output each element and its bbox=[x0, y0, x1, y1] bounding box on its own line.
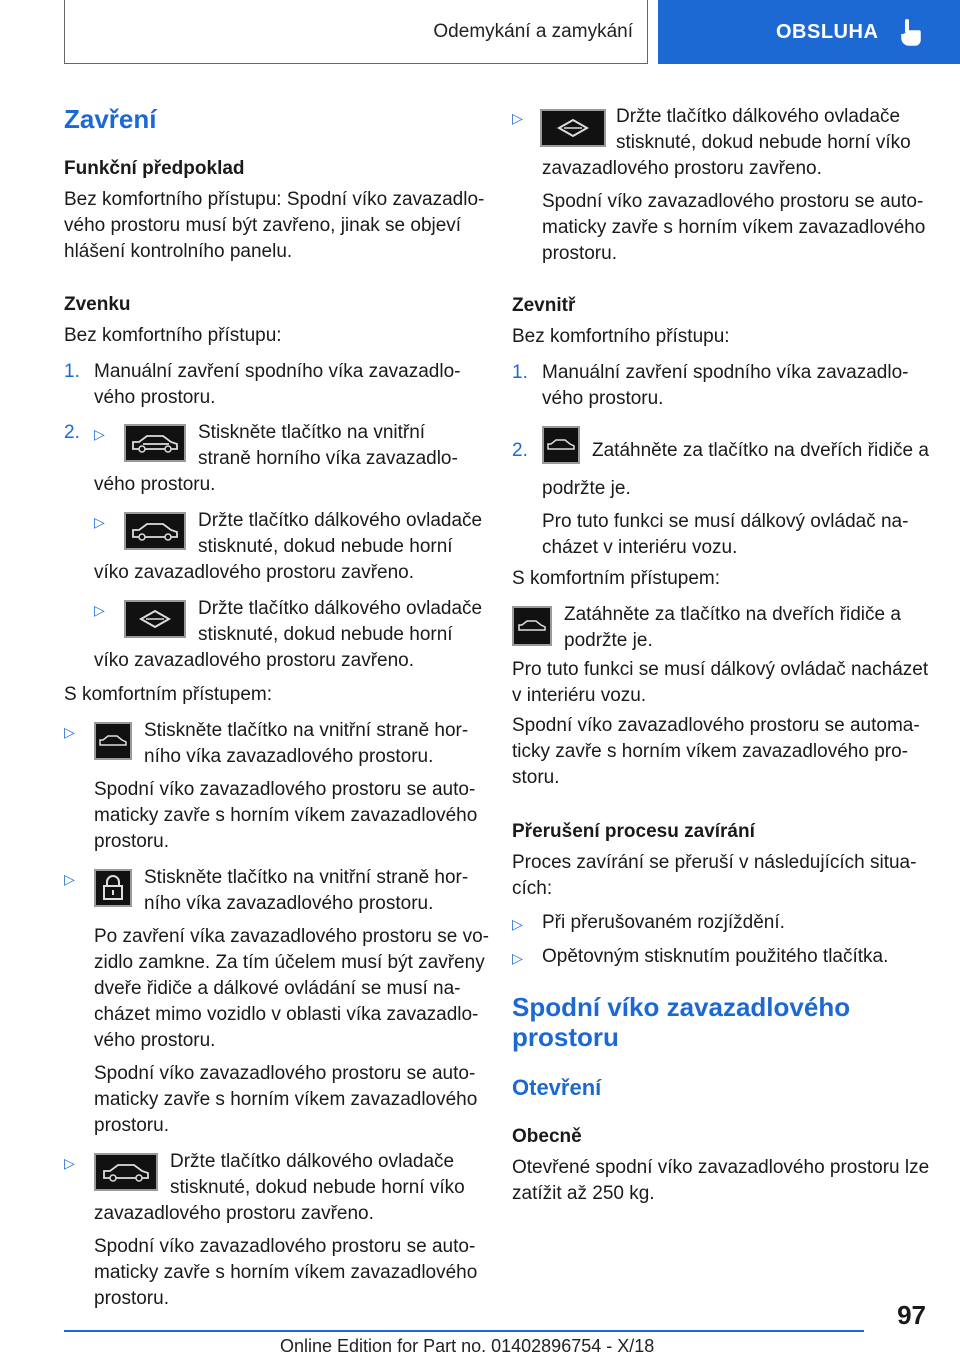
text-line: storu. bbox=[512, 767, 560, 788]
section-title-lower-lid bbox=[512, 992, 930, 1052]
list-item bbox=[512, 944, 930, 970]
outside-intro: Bez komfortního přístupu: bbox=[64, 325, 282, 346]
right-bullet-remote-lower bbox=[512, 104, 930, 156]
footer-edition: Online Edition for Part no. 01402896754 - X/18 bbox=[280, 1336, 655, 1356]
list-item-text: Opětovným stisknutím použitého tlačítka. bbox=[542, 946, 889, 967]
door-switch-icon bbox=[542, 426, 580, 464]
inside-comfort-note bbox=[512, 657, 930, 709]
text-line: cházet v interiéru vozu. bbox=[542, 537, 738, 558]
text-line: prostoru. bbox=[94, 831, 169, 852]
step-number: 1. bbox=[64, 361, 80, 382]
text-line: prostoru. bbox=[94, 1115, 169, 1136]
step-number: 2. bbox=[64, 422, 80, 443]
inside-comfort-note bbox=[512, 713, 930, 791]
text-line: prostoru. bbox=[94, 1288, 169, 1309]
bullet-icon: ▷ bbox=[94, 514, 105, 530]
text-line: maticky zavře s horním víkem zavazadlového bbox=[542, 217, 926, 238]
section-title-closing: Zavření bbox=[64, 104, 157, 134]
heading-interrupt: Přerušení procesu zavírání bbox=[512, 821, 755, 842]
bullet-icon: ▷ bbox=[512, 950, 523, 966]
list-item bbox=[512, 910, 930, 936]
text-line: zavazadlového prostoru zavřeno. bbox=[542, 158, 822, 179]
text-line: cích: bbox=[512, 878, 553, 899]
bullet-icon: ▷ bbox=[512, 916, 523, 932]
text-line: Spodní víko zavazadlového prostoru se auto- bbox=[542, 191, 924, 212]
remote-lower-lid-icon bbox=[540, 109, 606, 147]
text-line: Bez komfortního přístupu: Spodní víko zavazadlo- bbox=[64, 189, 485, 210]
header-chapter-tab bbox=[658, 0, 960, 64]
comfort-bullet-remote bbox=[64, 1149, 482, 1201]
step-number: 1. bbox=[512, 362, 528, 383]
bullet-icon: ▷ bbox=[64, 871, 75, 887]
title-line: prostoru bbox=[512, 1022, 619, 1052]
text-line: vého prostoru. bbox=[542, 388, 664, 409]
text-line: Spodní víko zavazadlového prostoru se automa- bbox=[512, 715, 920, 736]
text-line: Držte tlačítko dálkového ovladače bbox=[198, 510, 483, 531]
door-switch-line bbox=[542, 426, 930, 476]
general-text bbox=[512, 1155, 930, 1207]
subsection-title-opening: Otevření bbox=[512, 1075, 602, 1100]
header-section-label: Odemykání a zamykání bbox=[433, 20, 633, 42]
header-chapter-label: OBSLUHA bbox=[776, 20, 879, 43]
text-line: zatížit až 250 kg. bbox=[512, 1183, 655, 1204]
right-note bbox=[512, 189, 930, 267]
remote-trunk-icon bbox=[124, 512, 186, 550]
text-line: stisknuté, dokud nebude horní víko bbox=[616, 132, 911, 153]
comfort-intro: S komfortním přístupem: bbox=[64, 684, 273, 705]
text-line: Proces zavírání se přeruší v následujících situa- bbox=[512, 852, 917, 873]
text-line: Stiskněte tlačítko na vnitřní straně hor- bbox=[144, 720, 469, 741]
inside-step-1 bbox=[512, 360, 930, 412]
step-2 bbox=[64, 420, 482, 674]
step2-bullet-tailgate bbox=[94, 420, 482, 472]
text-line: Držte tlačítko dálkového ovladače bbox=[170, 1151, 455, 1172]
text-line: podržte je. bbox=[564, 630, 653, 651]
tailgate-icon bbox=[94, 722, 132, 760]
comfort-bullet-lock bbox=[64, 865, 482, 917]
bullet-icon: ▷ bbox=[94, 426, 105, 442]
bullet-icon: ▷ bbox=[512, 110, 523, 126]
header-section-title bbox=[64, 0, 648, 64]
hand-pointer-icon bbox=[900, 18, 922, 46]
text-line: stisknuté, dokud nebude horní víko bbox=[170, 1177, 465, 1198]
text-line: vého prostoru. bbox=[94, 474, 216, 495]
bullet-icon: ▷ bbox=[64, 1155, 75, 1171]
text-line: víko zavazadlového prostoru zavřeno. bbox=[94, 650, 415, 671]
text-line: straně horního víka zavazadlo- bbox=[198, 448, 458, 469]
remote-lower-lid-icon bbox=[124, 600, 186, 638]
heading-outside: Zvenku bbox=[64, 294, 131, 315]
text-line: podržte je. bbox=[542, 478, 631, 499]
text-line: Zatáhněte za tlačítko na dveřích řidiče a bbox=[592, 440, 929, 461]
list-item-text: Při přerušovaném rozjíždění. bbox=[542, 912, 785, 933]
inside-step-2 bbox=[512, 426, 930, 561]
left-column bbox=[64, 96, 489, 1312]
text-line: Zatáhněte za tlačítko na dveřích řidiče a bbox=[564, 604, 901, 625]
text-line: vého prostoru musí být zavřeno, jinak se objeví bbox=[64, 215, 462, 236]
step-1 bbox=[64, 359, 482, 411]
text-line: maticky zavře s horním víkem zavazadlového bbox=[94, 805, 478, 826]
remote-trunk-icon bbox=[94, 1153, 158, 1191]
text-line: Spodní víko zavazadlového prostoru se auto- bbox=[94, 779, 476, 800]
text-line: ního víka zavazadlového prostoru. bbox=[144, 893, 434, 914]
comfort-bullet-tailgate bbox=[64, 718, 482, 770]
tailgate-icon bbox=[124, 424, 186, 462]
comfort-note bbox=[64, 924, 489, 1054]
footer-divider bbox=[64, 1330, 864, 1332]
text-line: zidlo zamkne. Za tím účelem musí být zavřeny bbox=[94, 952, 485, 973]
step-number: 2. bbox=[512, 440, 528, 461]
text-line: Držte tlačítko dálkového ovladače bbox=[198, 598, 483, 619]
text-line: Pro tuto funkci se musí dálkový ovládač nacházet bbox=[512, 659, 929, 680]
comfort-note bbox=[64, 777, 482, 855]
inside-comfort-intro: S komfortním přístupem: bbox=[512, 568, 721, 589]
text-line: Stiskněte tlačítko na vnitřní bbox=[198, 422, 426, 443]
page-number: 97 bbox=[897, 1300, 926, 1330]
text-line: Otevřené spodní víko zavazadlového prostoru lze bbox=[512, 1157, 930, 1178]
text-line: Spodní víko zavazadlového prostoru se auto- bbox=[94, 1236, 476, 1257]
bullet-icon: ▷ bbox=[64, 724, 75, 740]
lock-icon bbox=[94, 869, 132, 907]
text-line: ticky zavře s horním víkem zavazadlového pro- bbox=[512, 741, 908, 762]
text-line: prostoru. bbox=[542, 243, 617, 264]
door-switch-icon bbox=[512, 606, 552, 646]
comfort-note bbox=[64, 1061, 482, 1139]
text-line: hlášení kontrolního panelu. bbox=[64, 241, 293, 262]
text-line: Manuální zavření spodního víka zavazadlo- bbox=[542, 362, 909, 383]
inside-step-note bbox=[542, 509, 930, 561]
step2-bullet-remote bbox=[94, 508, 482, 560]
text-line: Stiskněte tlačítko na vnitřní straně hor- bbox=[144, 867, 469, 888]
text-line: ního víka zavazadlového prostoru. bbox=[144, 746, 434, 767]
bullet-icon: ▷ bbox=[94, 602, 105, 618]
heading-inside: Zevnitř bbox=[512, 295, 576, 316]
interrupt-intro bbox=[512, 850, 930, 902]
title-line: Spodní víko zavazadlového bbox=[512, 992, 851, 1022]
heading-general: Obecně bbox=[512, 1126, 582, 1147]
right-column bbox=[512, 104, 930, 1207]
inside-comfort-door bbox=[512, 602, 930, 654]
inside-intro: Bez komfortního přístupu: bbox=[512, 326, 730, 347]
text-line: cházet mimo vozidlo v oblasti víka zavazadlo- bbox=[94, 1004, 479, 1025]
text-line: stisknuté, dokud nebude horní bbox=[198, 536, 453, 557]
text-line: vého prostoru. bbox=[94, 1030, 216, 1051]
text-line: maticky zavře s horním víkem zavazadlového bbox=[94, 1262, 478, 1283]
step2-bullet-remote-lower bbox=[94, 596, 482, 648]
text-line: víko zavazadlového prostoru zavřeno. bbox=[94, 562, 415, 583]
text-line: Po zavření víka zavazadlového prostoru se vo- bbox=[94, 926, 489, 947]
text-line: zavazadlového prostoru zavřeno. bbox=[94, 1203, 374, 1224]
comfort-note bbox=[64, 1234, 482, 1312]
text-line: stisknuté, dokud nebude horní bbox=[198, 624, 453, 645]
text-line: Pro tuto funkci se musí dálkový ovládač na- bbox=[542, 511, 909, 532]
precondition-text bbox=[64, 187, 485, 265]
text-line: v interiéru vozu. bbox=[512, 685, 647, 706]
text-line: Spodní víko zavazadlového prostoru se auto- bbox=[94, 1063, 476, 1084]
heading-precondition: Funkční předpoklad bbox=[64, 158, 245, 179]
text-line: Manuální zavření spodního víka zavazadlo- bbox=[94, 361, 461, 382]
text-line: vého prostoru. bbox=[94, 387, 216, 408]
text-line: maticky zavře s horním víkem zavazadlového bbox=[94, 1089, 478, 1110]
text-line: Držte tlačítko dálkového ovladače bbox=[616, 106, 901, 127]
text-line: dveře řidiče a dálkové ovládání se musí na- bbox=[94, 978, 461, 999]
